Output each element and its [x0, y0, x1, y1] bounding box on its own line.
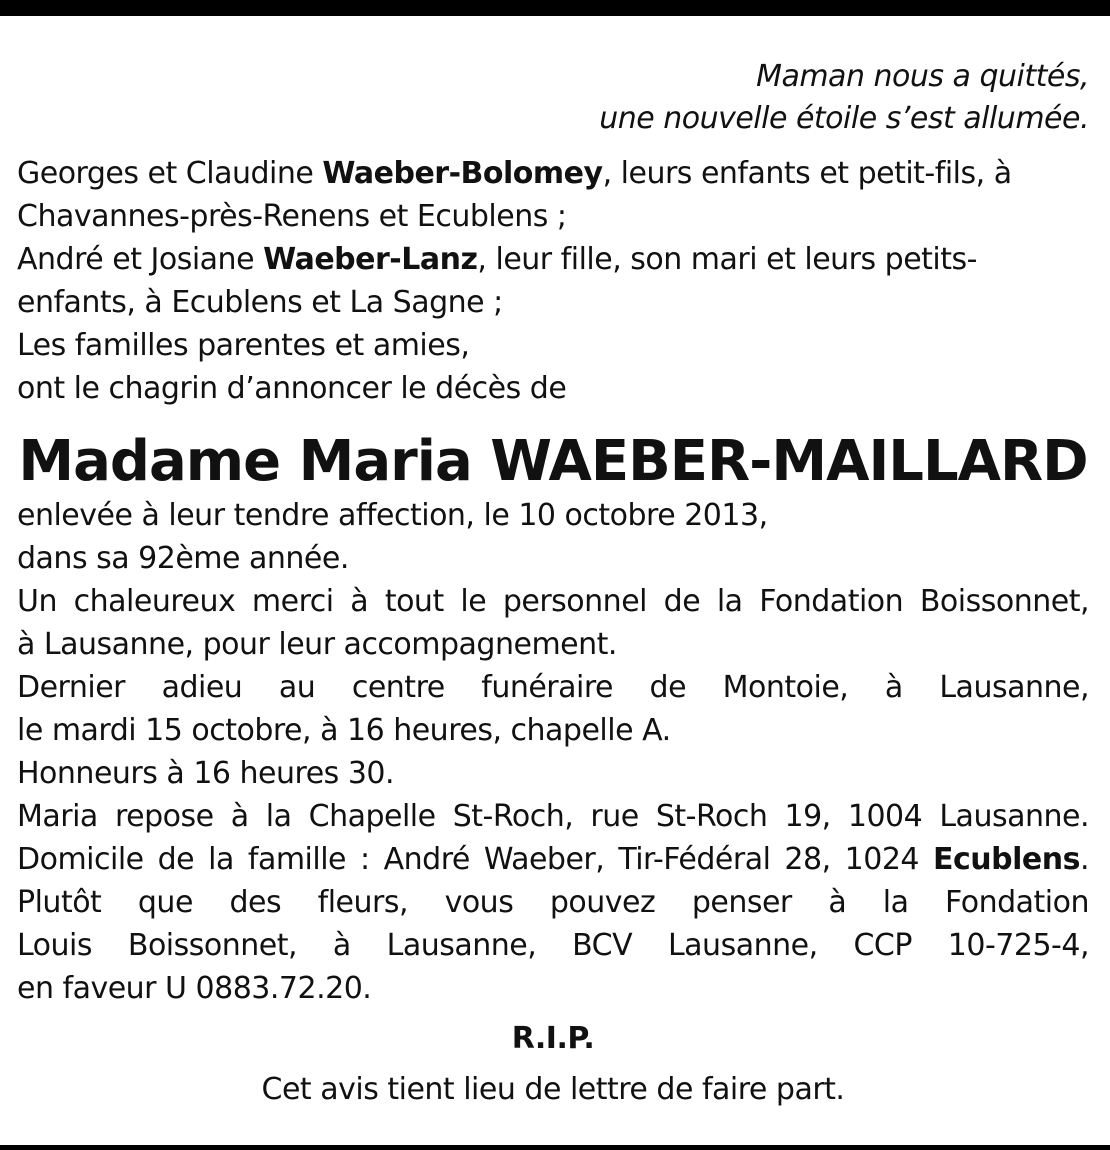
- motto-line-2: une nouvelle étoile s’est allumée.: [599, 101, 1089, 136]
- family-andre-name: Waeber-Lanz: [263, 242, 478, 277]
- rip-text: R.I.P.: [511, 1021, 595, 1056]
- family-georges-name: Waeber-Bolomey: [322, 156, 603, 191]
- details-line-2: dans sa 92ème année.: [17, 541, 349, 576]
- details-line-6: le mardi 15 octobre, à 16 heures, chapelle A.: [17, 713, 671, 748]
- families-others: Les familles parentes et amies,: [17, 328, 470, 363]
- domicile-suffix: .: [1079, 842, 1089, 877]
- details-paragraph: [17, 494, 1089, 1010]
- family-andre-suffix: , leur fille, son mari et leurs petits-: [477, 242, 977, 277]
- family-georges-prefix: Georges et Claudine: [17, 156, 323, 191]
- families-paragraph: [17, 152, 1089, 410]
- top-border-rule: [0, 0, 1110, 16]
- domicile-prefix: Domicile de la famille : André Waeber, Tir-Fédéral 28, 1024: [17, 842, 933, 877]
- family-georges-suffix: , leurs enfants et petit-fils, à: [602, 156, 1012, 191]
- family-georges-location: Chavannes-près-Renens et Ecublens ;: [17, 199, 567, 234]
- details-line-3: Un chaleureux merci à tout le personnel de la Fondation Boissonnet,: [17, 584, 1089, 619]
- family-andre-line: [17, 238, 1089, 281]
- family-andre-location: enfants, à Ecublens et La Sagne ;: [17, 285, 503, 320]
- details-line-4: à Lausanne, pour leur accompagnement.: [17, 627, 617, 662]
- details-line-12: en faveur U 0883.72.20.: [17, 971, 372, 1006]
- details-line-10: Plutôt que des fleurs, vous pouvez penser à la Fondation: [17, 885, 1089, 920]
- notice-text: Cet avis tient lieu de lettre de faire part.: [261, 1072, 845, 1107]
- deceased-name-heading: Madame Maria WAEBER-MAILLARD: [18, 429, 1088, 494]
- domicile-town: Ecublens: [933, 842, 1080, 877]
- motto-line-1: Maman nous a quittés,: [756, 59, 1089, 94]
- obituary-notice: [17, 56, 1089, 1111]
- details-line-8: Maria repose à la Chapelle St-Roch, rue St-Roch 19, 1004 Lausanne.: [17, 799, 1089, 834]
- announcement-line: ont le chagrin d’annoncer le décès de: [17, 371, 567, 406]
- family-georges-line: [17, 152, 1089, 195]
- family-andre-prefix: André et Josiane: [17, 242, 264, 277]
- details-line-7: Honneurs à 16 heures 30.: [17, 756, 395, 791]
- bottom-border-rule: [0, 1145, 1110, 1150]
- details-line-5: Dernier adieu au centre funéraire de Montoie, à Lausanne,: [17, 670, 1089, 705]
- motto: [17, 56, 1089, 140]
- details-line-9: [17, 838, 1089, 881]
- details-line-11: Louis Boissonnet, à Lausanne, BCV Lausanne, CCP 10-725-4,: [17, 928, 1089, 963]
- details-line-1: enlevée à leur tendre affection, le 10 octobre 2013,: [17, 498, 768, 533]
